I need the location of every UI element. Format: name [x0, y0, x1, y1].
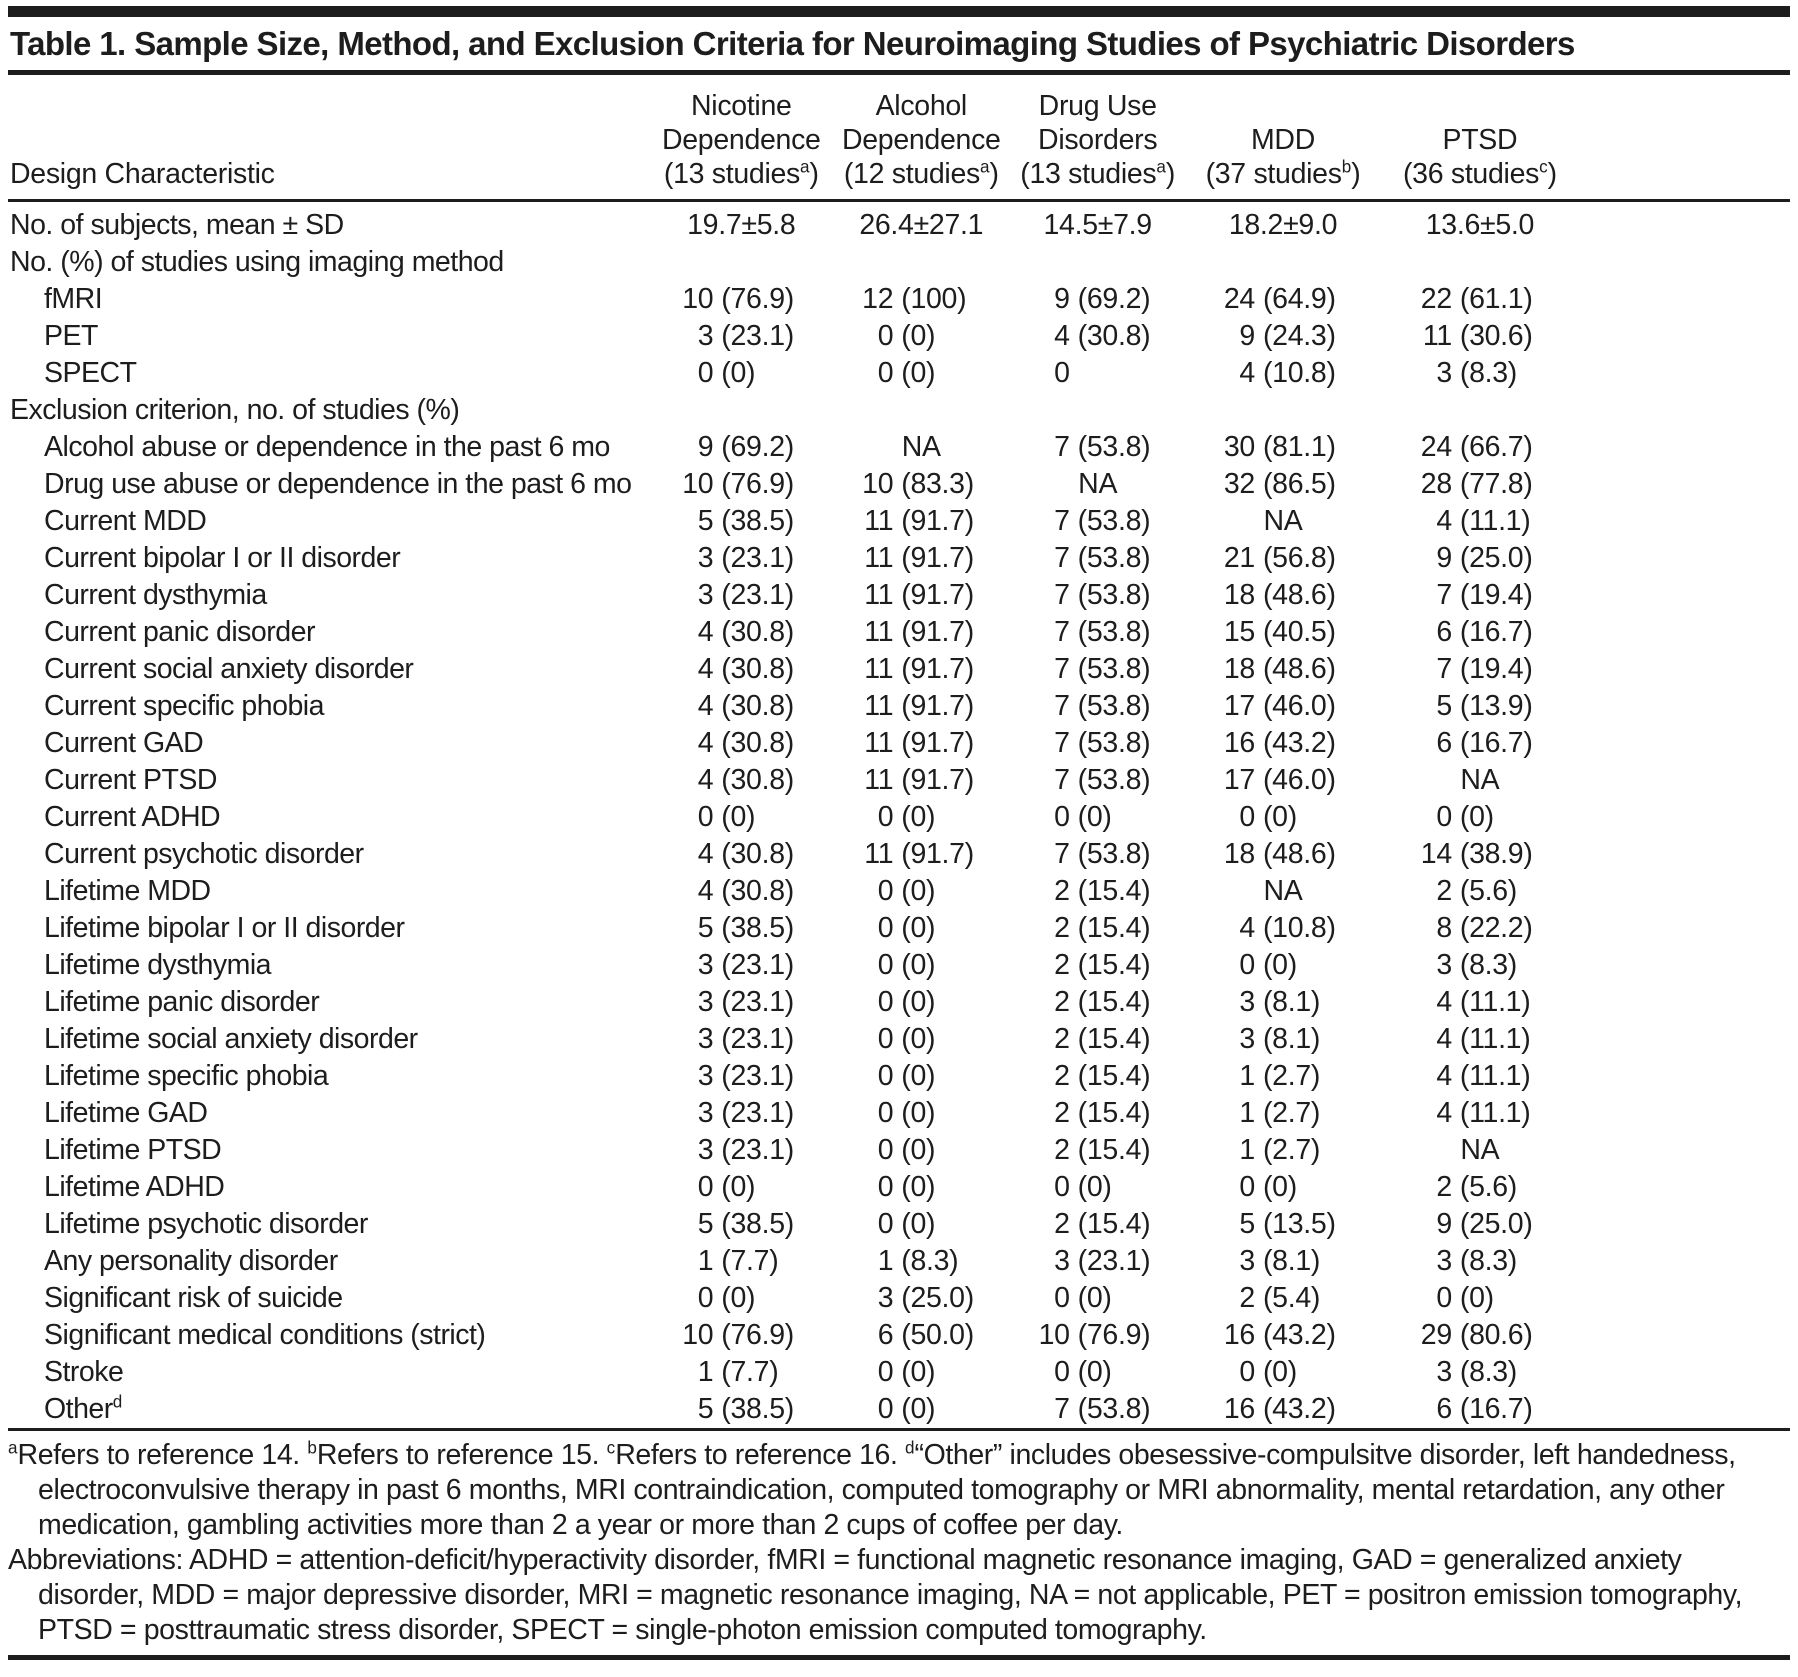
cell-value: 13.6±5.0	[1425, 209, 1535, 242]
cell-value: 21 (56.8)	[1223, 542, 1336, 575]
cell-value	[1009, 244, 1185, 281]
spacer-cell	[1580, 688, 1790, 725]
cell-value: 2 (15.4)	[1054, 1134, 1151, 1167]
column-header-alcohol-dependence: Alcohol Dependence (12 studies$^a$)	[841, 90, 1001, 191]
section-row	[8, 392, 1790, 429]
cell-value: 5 (38.5)	[697, 505, 794, 538]
cell-value: 32 (86.5)	[1223, 468, 1336, 501]
spacer-cell	[1580, 466, 1790, 503]
cell-value	[650, 392, 834, 429]
cell-value: 18 (48.6)	[1223, 653, 1336, 686]
cell-value: 9 (25.0)	[1436, 542, 1533, 575]
cell-value: 10 (76.9)	[682, 468, 794, 501]
cell-value: 28 (77.8)	[1420, 468, 1533, 501]
cell-value: 6 (16.7)	[1436, 616, 1533, 649]
column-header-ptsd: PTSD (36 studies$^c$)	[1402, 124, 1557, 191]
cell-value: 6 (50.0)	[877, 1319, 974, 1352]
cell-value: 14.5±7.9	[1043, 209, 1152, 242]
spacer-cell	[1580, 1243, 1790, 1280]
row-label: Current specific phobia	[44, 690, 324, 723]
cell-value: 0 (0)	[877, 1171, 936, 1204]
cell-value: 0 (0)	[1054, 801, 1112, 834]
cell-value: 3 (8.3)	[1436, 357, 1517, 390]
spacer-cell	[1580, 1317, 1790, 1354]
cell-value: 7 (53.8)	[1054, 542, 1151, 575]
table-row	[8, 762, 1790, 799]
cell-value: 2 (15.4)	[1054, 875, 1151, 908]
cell-value: 3 (23.1)	[697, 542, 794, 575]
cell-value: 0 (0)	[1239, 949, 1297, 982]
cell-value: 1 (8.3)	[877, 1245, 959, 1278]
cell-value: 7 (53.8)	[1054, 505, 1151, 538]
cell-value: 1 (7.7)	[697, 1356, 779, 1389]
cell-value: 7 (53.8)	[1054, 838, 1151, 871]
spacer-cell	[1580, 651, 1790, 688]
cell-value: 11 (91.7)	[864, 579, 974, 612]
cell-value: 10 (83.3)	[862, 468, 974, 501]
row-label: Current GAD	[44, 727, 204, 760]
cell-value: 6 (16.7)	[1436, 727, 1533, 760]
cell-value: 17 (46.0)	[1223, 764, 1336, 797]
cell-value: 14 (38.9)	[1420, 838, 1533, 871]
cell-value: 7 (53.8)	[1054, 690, 1151, 723]
cell-value: 7 (53.8)	[1054, 1393, 1151, 1426]
table-row	[8, 1132, 1790, 1169]
spacer-cell	[1580, 244, 1790, 281]
cell-value	[1009, 392, 1185, 429]
table-row	[8, 1243, 1790, 1280]
cell-value: 3 (23.1)	[697, 1023, 794, 1056]
cell-value: 4 (30.8)	[697, 616, 794, 649]
cell-value: 7 (53.8)	[1054, 616, 1151, 649]
cell-value: 24 (64.9)	[1223, 283, 1336, 316]
cell-value	[1380, 392, 1580, 429]
cell-value: 3 (25.0)	[877, 1282, 974, 1315]
row-label: Other$^d$	[44, 1392, 123, 1426]
cell-value: 0 (0)	[1239, 1356, 1297, 1389]
row-label: Current bipolar I or II disorder	[44, 542, 401, 575]
cell-value: 0 (0)	[877, 1356, 936, 1389]
cell-value: NA	[1460, 1134, 1500, 1167]
column-header-mdd: MDD (37 studies$^b$)	[1205, 124, 1361, 191]
cell-value: 4 (11.1)	[1436, 1097, 1531, 1130]
spacer-cell	[1580, 799, 1790, 836]
footnote-marker: d	[905, 1438, 915, 1458]
spacer-cell	[1580, 201, 1790, 245]
row-label: Significant risk of suicide	[44, 1282, 343, 1315]
cell-value: 10 (76.9)	[682, 283, 794, 316]
cell-value: 26.4±27.1	[859, 209, 984, 242]
cell-value: 5 (38.5)	[697, 1208, 794, 1241]
cell-value: 3 (23.1)	[697, 1134, 794, 1167]
cell-value: 11 (91.7)	[864, 616, 974, 649]
cell-value: 5 (13.9)	[1436, 690, 1533, 723]
spacer-cell	[1580, 947, 1790, 984]
cell-value	[833, 392, 1009, 429]
table-row	[8, 1058, 1790, 1095]
spacer-cell	[1580, 762, 1790, 799]
table-body	[8, 201, 1790, 1430]
cell-value: 0 (0)	[877, 801, 936, 834]
cell-value: 11 (91.7)	[864, 727, 974, 760]
cell-value: 2 (15.4)	[1054, 1023, 1151, 1056]
cell-value: 0 (0)	[697, 1171, 756, 1204]
cell-value: 3 (23.1)	[1054, 1245, 1151, 1278]
spacer-cell	[1580, 910, 1790, 947]
cell-value: 1 (2.7)	[1239, 1134, 1321, 1167]
table-row	[8, 651, 1790, 688]
cell-value: 9 (69.2)	[1054, 283, 1151, 316]
cell-value: 3 (23.1)	[697, 949, 794, 982]
cell-value: 9 (69.2)	[697, 431, 794, 464]
spacer-cell	[1580, 1058, 1790, 1095]
cell-value: 4 (30.8)	[1054, 320, 1151, 353]
table-row	[8, 281, 1790, 318]
table-bottom-rule	[8, 1655, 1790, 1660]
cell-value: 12 (100)	[862, 283, 967, 316]
cell-value: 0 (0)	[697, 357, 756, 390]
table-row	[8, 318, 1790, 355]
spacer-cell	[1580, 1095, 1790, 1132]
footnote-marker: c	[606, 1438, 616, 1458]
cell-value: 0 (0)	[877, 1134, 936, 1167]
table-title: Table 1. Sample Size, Method, and Exclusion Criteria for Neuroimaging Studies of Psychiatric Disorders	[10, 25, 1575, 62]
row-label: Alcohol abuse or dependence in the past 6 mo	[44, 431, 610, 464]
cell-value: 2 (15.4)	[1054, 949, 1151, 982]
cell-value: 11 (91.7)	[864, 690, 974, 723]
cell-value: 4 (30.8)	[697, 690, 794, 723]
cell-value: 7 (19.4)	[1436, 579, 1533, 612]
cell-value: 2 (5.6)	[1436, 875, 1517, 908]
spacer-cell	[1580, 577, 1790, 614]
cell-value: 17 (46.0)	[1223, 690, 1336, 723]
cell-value: 0 (0)	[1436, 801, 1494, 834]
footnote-marker: b	[307, 1438, 317, 1458]
spacer-cell	[1580, 540, 1790, 577]
cell-value: 2 (15.4)	[1054, 986, 1151, 1019]
table-header-row	[8, 75, 1790, 201]
cell-value: 5 (38.5)	[697, 912, 794, 945]
cell-value: 7 (53.8)	[1054, 579, 1151, 612]
cell-value: 11 (91.7)	[864, 505, 974, 538]
cell-value: 4 (30.8)	[697, 764, 794, 797]
cell-value: 3 (23.1)	[697, 579, 794, 612]
cell-value	[1186, 244, 1380, 281]
cell-value: 7 (53.8)	[1054, 764, 1151, 797]
cell-value: 0 (0)	[877, 949, 936, 982]
cell-value: 4 (30.8)	[697, 727, 794, 760]
cell-value: 10 (76.9)	[682, 1319, 794, 1352]
cell-value: 7 (53.8)	[1054, 653, 1151, 686]
cell-value: 0 (0)	[1054, 1356, 1112, 1389]
cell-value: 0 (0)	[877, 875, 936, 908]
footnote-abbreviations: Abbreviations: ADHD = attention-deficit/hyperactivity disorder, fMRI = functional magnetic resonance imaging, GAD = generalized anxiety disorder, MDD = major depressive disorder, MRI = magnetic resonance imaging, NA = not applicable, PET = positron emission tomography, PTSD = posttraumatic stress disorder, SPECT = single-photon emission computed tomography.	[8, 1544, 1743, 1647]
row-label: SPECT	[44, 357, 137, 390]
cell-value: 10 (76.9)	[1038, 1319, 1151, 1352]
cell-value: 2 (15.4)	[1054, 1208, 1151, 1241]
table-row	[8, 799, 1790, 836]
cell-value	[650, 244, 834, 281]
cell-value: 3 (23.1)	[697, 986, 794, 1019]
spacer-cell	[1580, 1391, 1790, 1430]
data-table	[8, 75, 1790, 1431]
column-header-nicotine-dependence: Nicotine Dependence (13 studies$^a$)	[661, 90, 821, 191]
cell-value: 3 (23.1)	[697, 1097, 794, 1130]
column-header-drug-use-disorders: Drug Use Disorders (13 studies$^a$)	[1020, 90, 1176, 191]
row-label: Current MDD	[44, 505, 207, 538]
row-label: Stroke	[44, 1356, 124, 1389]
table-row	[8, 873, 1790, 910]
row-label: No. (%) of studies using imaging method	[10, 246, 504, 279]
cell-value: 0 (0)	[1239, 1171, 1297, 1204]
cell-value: 4 (11.1)	[1436, 986, 1531, 1019]
cell-value: NA	[901, 431, 941, 464]
table-row	[8, 466, 1790, 503]
table-top-rule	[8, 6, 1790, 17]
cell-value: 8 (22.2)	[1436, 912, 1533, 945]
row-label: PET	[44, 320, 98, 353]
table-row	[8, 429, 1790, 466]
cell-value: 6 (16.7)	[1436, 1393, 1533, 1426]
cell-value: 5 (13.5)	[1239, 1208, 1336, 1241]
cell-value: 16 (43.2)	[1223, 727, 1336, 760]
table-row	[8, 1206, 1790, 1243]
cell-value: 0 (0)	[877, 1097, 936, 1130]
cell-value: 11 (91.7)	[864, 653, 974, 686]
spacer-cell	[1580, 281, 1790, 318]
row-label: Any personality disorder	[44, 1245, 338, 1278]
table-row	[8, 540, 1790, 577]
row-label: Lifetime PTSD	[44, 1134, 222, 1167]
spacer-cell	[1580, 836, 1790, 873]
row-label: Lifetime panic disorder	[44, 986, 320, 1019]
cell-value: 9 (25.0)	[1436, 1208, 1533, 1241]
cell-value: 0 (0)	[1239, 801, 1297, 834]
row-label: Current ADHD	[44, 801, 221, 834]
cell-value: 0 (0)	[1054, 1171, 1112, 1204]
row-label: No. of subjects, mean ± SD	[10, 209, 344, 242]
cell-value: 1 (7.7)	[697, 1245, 779, 1278]
cell-value: 4 (30.8)	[697, 653, 794, 686]
cell-value	[1380, 244, 1580, 281]
row-label: Drug use abuse or dependence in the past 6 mo	[44, 468, 632, 501]
spacer-cell	[1580, 984, 1790, 1021]
table-row	[8, 614, 1790, 651]
cell-value: 18 (48.6)	[1223, 579, 1336, 612]
spacer-cell	[1580, 614, 1790, 651]
table-row	[8, 355, 1790, 392]
cell-value: 16 (43.2)	[1223, 1319, 1336, 1352]
table-row	[8, 1354, 1790, 1391]
cell-value: 5 (38.5)	[697, 1393, 794, 1426]
cell-value: NA	[1078, 468, 1118, 501]
table-row	[8, 836, 1790, 873]
cell-value: 2 (15.4)	[1054, 1060, 1151, 1093]
cell-value: 4 (11.1)	[1436, 1023, 1531, 1056]
cell-value: 2 (15.4)	[1054, 912, 1151, 945]
cell-value: 0 (0)	[877, 1393, 936, 1426]
cell-value: 11 (91.7)	[864, 542, 974, 575]
row-label: Current dysthymia	[44, 579, 267, 612]
table-header	[8, 75, 1790, 201]
cell-value: 3 (8.1)	[1239, 986, 1321, 1019]
cell-value: 0	[1054, 357, 1070, 390]
cell-value: 2 (5.4)	[1239, 1282, 1321, 1315]
spacer-cell	[1580, 318, 1790, 355]
table-row	[8, 503, 1790, 540]
cell-value: 3 (8.1)	[1239, 1245, 1321, 1278]
cell-value: 1 (2.7)	[1239, 1060, 1321, 1093]
row-label: Current psychotic disorder	[44, 838, 364, 871]
spacer-cell	[1580, 1132, 1790, 1169]
table-row	[8, 1095, 1790, 1132]
spacer-cell	[1580, 1354, 1790, 1391]
cell-value	[833, 244, 1009, 281]
spacer-cell	[1580, 392, 1790, 429]
row-label: Current social anxiety disorder	[44, 653, 414, 686]
cell-value: 2 (15.4)	[1054, 1097, 1151, 1130]
spacer-cell	[1580, 355, 1790, 392]
row-label: Current panic disorder	[44, 616, 315, 649]
cell-value: NA	[1263, 875, 1303, 908]
footnote-marker: a	[8, 1438, 18, 1458]
cell-value: 7 (53.8)	[1054, 431, 1151, 464]
table-row	[8, 577, 1790, 614]
cell-value: 7 (53.8)	[1054, 727, 1151, 760]
section-row	[8, 244, 1790, 281]
cell-value: 0 (0)	[877, 1060, 936, 1093]
row-label: Current PTSD	[44, 764, 217, 797]
row-label: Lifetime specific phobia	[44, 1060, 329, 1093]
cell-value: 0 (0)	[1436, 1282, 1494, 1315]
cell-value: 0 (0)	[1054, 1282, 1112, 1315]
spacer-cell	[1580, 503, 1790, 540]
column-header-design-characteristic: Design Characteristic	[10, 158, 275, 191]
cell-value: 4 (11.1)	[1436, 505, 1531, 538]
cell-value: 15 (40.5)	[1223, 616, 1336, 649]
cell-value: 0 (0)	[877, 986, 936, 1019]
cell-value: 0 (0)	[877, 912, 936, 945]
cell-value: 11 (91.7)	[864, 838, 974, 871]
row-label: Lifetime bipolar I or II disorder	[44, 912, 405, 945]
footnote-references: $^a$Refers to reference 14. $^b$Refers to reference 15. $^c$Refers to reference 16. $^d$“Other” includes obesessive-compulsitve disorder, left handedness, electroconvulsive therapy in past 6 months, MRI contraindication, computed tomography or MRI abnormality, mental retardation, any other medication, gambling activities more than 2 a year or more than 2 cups of coffee per day.	[8, 1438, 1736, 1542]
table-row	[8, 947, 1790, 984]
spacer-column	[1580, 75, 1790, 201]
cell-value: 11 (30.6)	[1422, 320, 1533, 353]
cell-value: 18 (48.6)	[1223, 838, 1336, 871]
row-label: Lifetime ADHD	[44, 1171, 225, 1204]
cell-value: 2 (5.6)	[1436, 1171, 1517, 1204]
cell-value: 18.2±9.0	[1228, 209, 1338, 242]
cell-value: 24 (66.7)	[1420, 431, 1533, 464]
cell-value: 3 (8.3)	[1436, 1245, 1517, 1278]
spacer-cell	[1580, 1169, 1790, 1206]
table-row	[8, 984, 1790, 1021]
cell-value: 3 (8.3)	[1436, 1356, 1517, 1389]
cell-value: 3 (23.1)	[697, 320, 794, 353]
table-row	[8, 725, 1790, 762]
cell-value: 4 (30.8)	[697, 838, 794, 871]
cell-value: 19.7±5.8	[687, 209, 796, 242]
cell-value: 0 (0)	[877, 357, 936, 390]
cell-value: 29 (80.6)	[1420, 1319, 1533, 1352]
row-label: Lifetime MDD	[44, 875, 211, 908]
cell-value: 4 (30.8)	[697, 875, 794, 908]
table-row	[8, 1021, 1790, 1058]
spacer-cell	[1580, 1280, 1790, 1317]
cell-value: 1 (2.7)	[1239, 1097, 1321, 1130]
spacer-cell	[1580, 1021, 1790, 1058]
cell-value: 22 (61.1)	[1420, 283, 1533, 316]
spacer-cell	[1580, 873, 1790, 910]
table-row	[8, 910, 1790, 947]
cell-value: 4 (10.8)	[1239, 912, 1336, 945]
row-label: Significant medical conditions (strict)	[44, 1319, 486, 1352]
table-row	[8, 688, 1790, 725]
table-row	[8, 201, 1790, 245]
cell-value: NA	[1263, 505, 1303, 538]
row-label: Lifetime dysthymia	[44, 949, 272, 982]
cell-value: 0 (0)	[697, 801, 756, 834]
cell-value: 0 (0)	[877, 1023, 936, 1056]
row-label: Lifetime GAD	[44, 1097, 208, 1130]
cell-value	[1186, 392, 1380, 429]
cell-value: 3 (8.3)	[1436, 949, 1517, 982]
cell-value: NA	[1460, 764, 1500, 797]
cell-value: 16 (43.2)	[1223, 1393, 1336, 1426]
row-label: Lifetime psychotic disorder	[44, 1208, 368, 1241]
table-row	[8, 1391, 1790, 1430]
table-row	[8, 1169, 1790, 1206]
cell-value: 0 (0)	[697, 1282, 756, 1315]
cell-value: 0 (0)	[877, 1208, 936, 1241]
cell-value: 4 (11.1)	[1436, 1060, 1531, 1093]
spacer-cell	[1580, 1206, 1790, 1243]
cell-value: 3 (8.1)	[1239, 1023, 1321, 1056]
spacer-cell	[1580, 429, 1790, 466]
row-label: fMRI	[44, 283, 103, 316]
cell-value: 4 (10.8)	[1239, 357, 1336, 390]
row-label: Lifetime social anxiety disorder	[44, 1023, 418, 1056]
cell-value: 3 (23.1)	[697, 1060, 794, 1093]
table-row	[8, 1280, 1790, 1317]
cell-value: 7 (19.4)	[1436, 653, 1533, 686]
cell-value: 30 (81.1)	[1223, 431, 1336, 464]
row-label: Exclusion criterion, no. of studies (%)	[10, 394, 460, 427]
cell-value: 11 (91.7)	[864, 764, 974, 797]
cell-value: 9 (24.3)	[1239, 320, 1336, 353]
footnotes	[8, 1438, 1790, 1648]
table-row	[8, 1317, 1790, 1354]
spacer-cell	[1580, 725, 1790, 762]
cell-value: 0 (0)	[877, 320, 936, 353]
